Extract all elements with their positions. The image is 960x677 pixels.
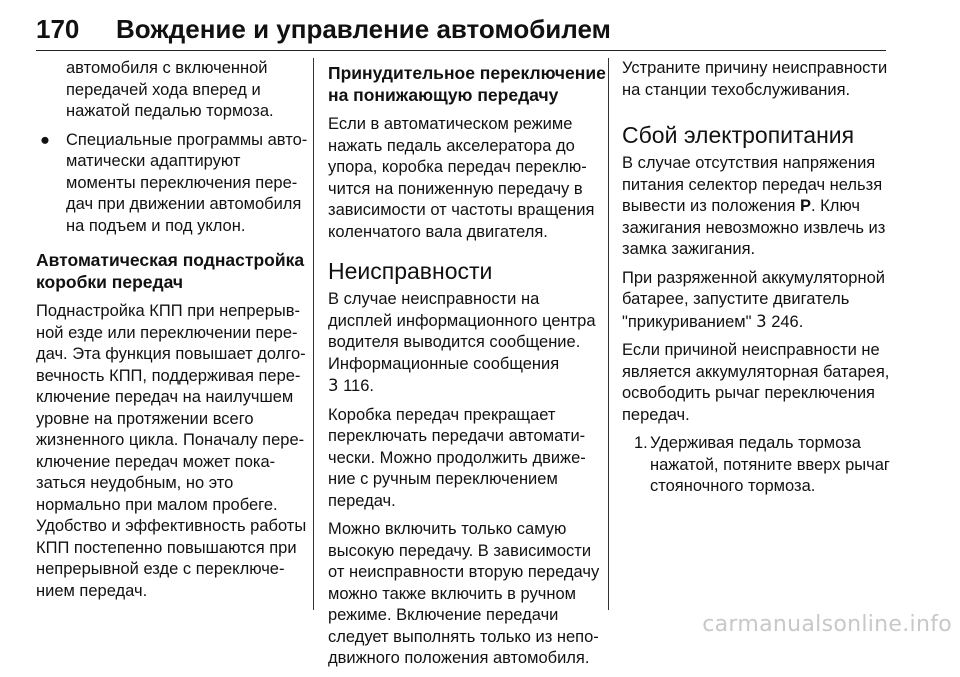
continued-text: автомобиля с включенной передачей хода вперед и нажатой педалью тормоза. (66, 59, 274, 120)
bullet-item: ● Специальные программы авто- матически адаптируют моменты переключения пере- дач при движении автомобиля на подъем и под уклон. (40, 130, 308, 235)
column-1 (36, 58, 308, 609)
section-heading: Принудительное переключение на понижающую передачу (328, 63, 606, 105)
paragraph: Можно включить только самую высокую передачу. В зависимости от неисправности вторую передачу можно также включить в ручном режиме. Включение передачи следует выполнять только из непо- движного положения автомобиля. (328, 520, 600, 667)
paragraph: При разряженной аккумуляторной батарее, запустите двигатель "прикуриванием" 3 246. (622, 268, 885, 331)
bullet-icon: ● (40, 130, 50, 149)
column-divider (313, 58, 314, 610)
page-ref-link[interactable]: 246. (771, 312, 804, 331)
paragraph: В случае отсутствия напряжения питания селектор передач нельзя вывести из положения P. Ключ зажигания невозможно извлечь из замка зажигания. (622, 154, 886, 258)
page-title: Вождение и управление автомобилем (116, 14, 611, 44)
paragraph: В случае неисправности на дисплей информационного центра водителя выводится сообщение. Информационные сообщения 3 116. (328, 290, 596, 395)
page-ref-arrow-icon: 3 (756, 311, 767, 331)
watermark: carmanualsonline.info (702, 612, 952, 637)
step-number: 1. (634, 434, 648, 452)
paragraph: Если в автоматическом режиме нажать педаль акселератора до упора, коробка передач переклю- чится на пониженную передачу в зависимости от частоты вращения коленчатого вала двигателя. (328, 115, 595, 241)
gear-position-label: P (799, 197, 811, 215)
page-header (36, 6, 886, 51)
column-2 (328, 58, 606, 677)
section-title: Неисправности (328, 258, 493, 284)
page-number: 170 (36, 14, 80, 44)
numbered-step: 1. Удерживая педаль тормоза нажатой, потяните вверх рычаг стояночного тормоза. (634, 434, 890, 495)
page-ref-arrow-icon: 3 (328, 376, 339, 395)
column-3 (622, 58, 890, 498)
page-ref-link[interactable]: 116. (343, 377, 374, 395)
paragraph: Устраните причину неисправности на станции техобслуживания. (622, 59, 888, 99)
section-heading: Автоматическая поднастройка коробки передач (36, 250, 305, 292)
section-title: Сбой электропитания (622, 122, 855, 148)
column-divider (608, 58, 609, 610)
paragraph: Если причиной неисправности не является аккумуляторная батарея, освободить рычаг переключения передач. (622, 341, 890, 424)
paragraph: Коробка передач прекращает переключать передачи автомати- чески. Можно продолжить движе- ние с ручным переключением передач. (328, 405, 586, 510)
paragraph: Поднастройка КПП при непрерыв- ной езде или переключении пере- дач. Эта функция повышает долго- вечность КПП, поддерживая пере- ключение передач на наилучшем уровне на протяжении всего жизненного цикла. Поначалу пере- ключение передач может пока- заться неудобным, но это нормально при малом пробеге. Удобство и эффективность работы КПП постепенно повышаются при непрерывной езде с переключе- нием передач. (36, 302, 307, 600)
